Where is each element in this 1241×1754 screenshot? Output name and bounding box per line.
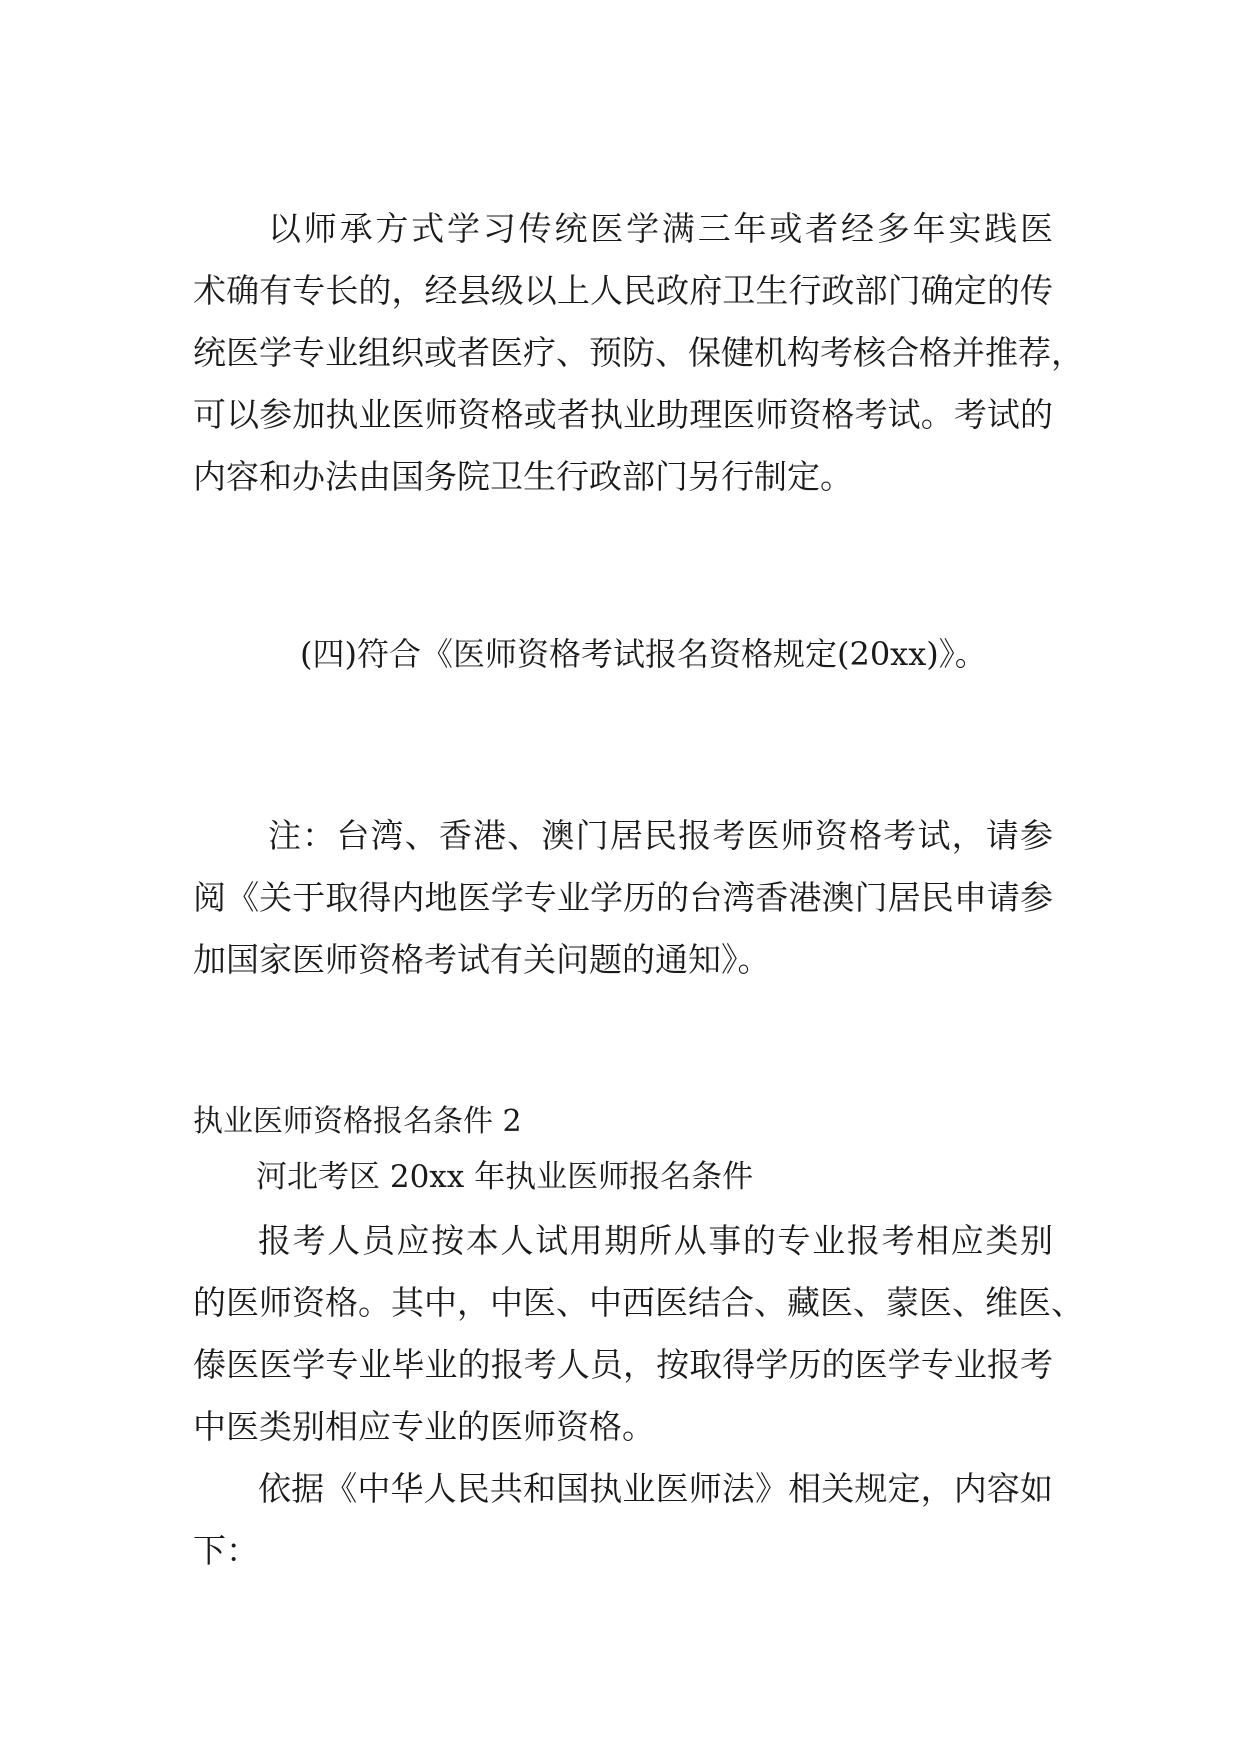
paragraph-1-line-1: 以师承方式学习传统医学满三年或者经多年实践医 <box>268 209 1053 248</box>
note-line-1: 注：台湾、香港、澳门居民报考医师资格考试，请参 <box>268 816 1053 855</box>
paragraph-1-line-5: 内容和办法由国务院卫生行政部门另行制定。 <box>193 457 853 496</box>
paragraph-1-line-3: 统医学专业组织或者医疗、预防、保健机构考核合格并推荐， <box>193 333 1084 372</box>
paragraph-a-line-4: 中医类别相应专业的医师资格。 <box>193 1407 655 1446</box>
note-line-3: 加国家医师资格考试有关问题的通知》。 <box>193 940 771 979</box>
paragraph-b-line-1: 依据《中华人民共和国执业医师法》相关规定，内容如 <box>258 1469 1053 1508</box>
paragraph-a-line-1: 报考人员应按本人试用期所从事的专业报考相应类别 <box>258 1221 1053 1260</box>
section-2-subtitle: 河北考区 20xx 年执业医师报名条件 <box>256 1159 754 1195</box>
paragraph-1-line-4: 可以参加执业医师资格或者执业助理医师资格考试。考试的 <box>193 395 1053 434</box>
paragraph-b-line-2: 下： <box>193 1531 259 1570</box>
paragraph-a-line-3: 傣医医学专业毕业的报考人员，按取得学历的医学专业报考 <box>193 1345 1053 1384</box>
item-4-text: (四)符合《医师资格考试报名资格规定(20xx)》。 <box>300 635 987 673</box>
paragraph-a-line-2: 的医师资格。其中，中医、中西医结合、藏医、蒙医、维医、 <box>193 1283 1084 1322</box>
paragraph-1-line-2: 术确有专长的，经县级以上人民政府卫生行政部门确定的传 <box>193 271 1053 310</box>
note-line-2: 阅《关于取得内地医学专业学历的台湾香港澳门居民申请参 <box>193 878 1053 917</box>
section-2-title: 执业医师资格报名条件 2 <box>193 1104 522 1139</box>
